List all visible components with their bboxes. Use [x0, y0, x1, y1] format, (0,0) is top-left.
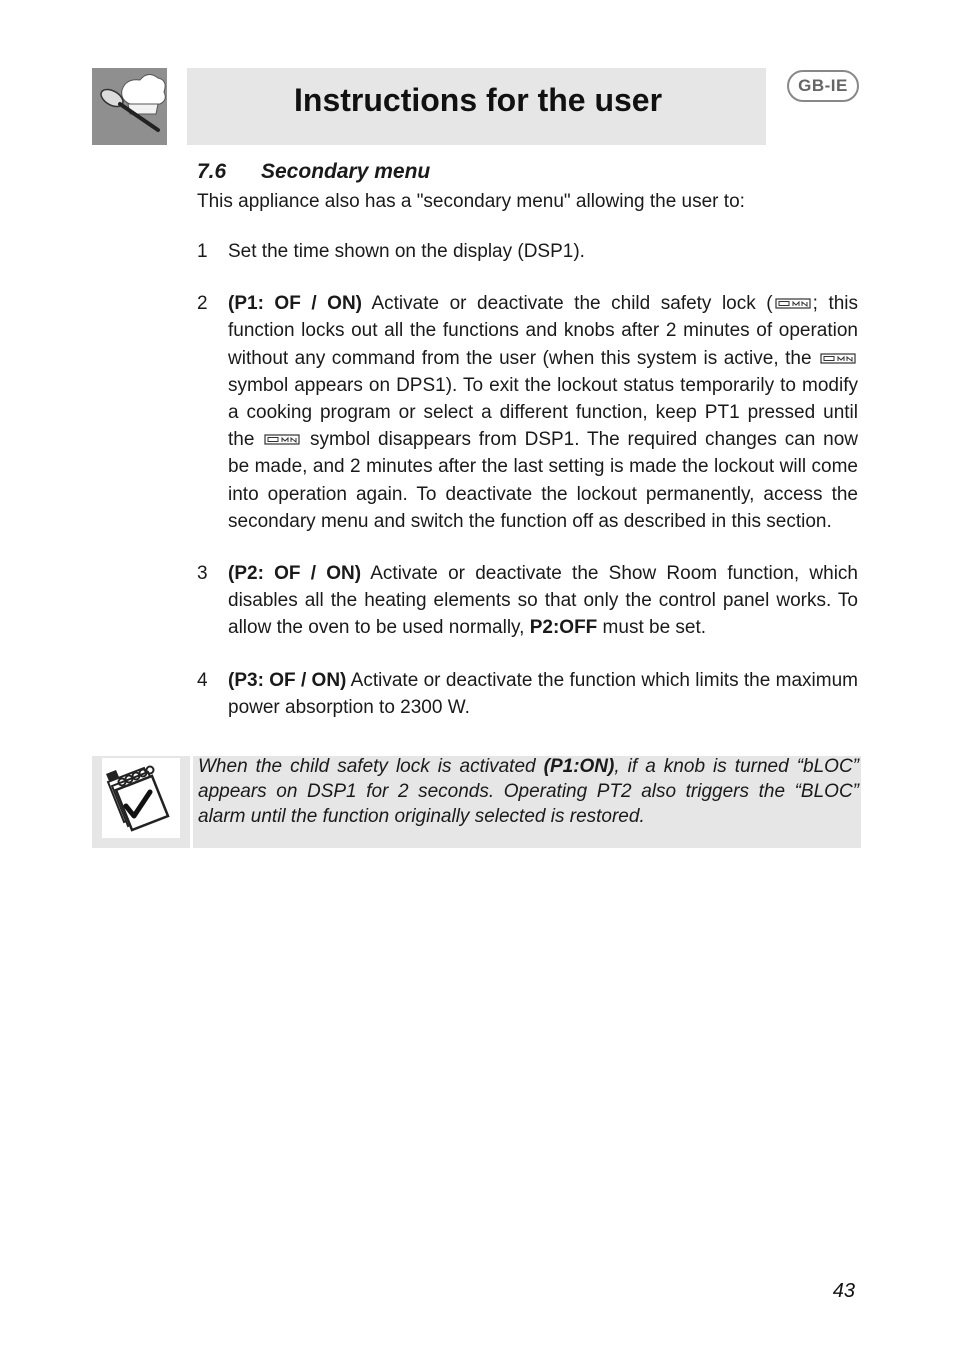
note-panel	[193, 756, 861, 848]
language-badge: GB-IE	[787, 70, 859, 102]
parameter-label: (P1: OF / ON)	[228, 293, 362, 315]
section-title: Secondary menu	[261, 160, 431, 183]
list-item	[197, 238, 858, 265]
parameter-label: (P2: OF / ON)	[228, 563, 362, 585]
parameter-label: (P3: OF / ON)	[228, 669, 347, 691]
list-item-text: (P3: OF / ON) Activate or deactivate the function which limits the maximum power absorption to 2300 W.	[228, 669, 858, 718]
list-item-number: 3	[197, 563, 208, 585]
page-title: Instructions for the user	[294, 82, 663, 118]
spoon-chef-hat-icon	[92, 68, 167, 145]
note-icon-panel	[92, 756, 190, 848]
list-item	[197, 560, 858, 642]
section-heading	[197, 156, 858, 188]
notepad-check-icon	[92, 756, 190, 848]
list-item-text: (P2: OF / ON) Activate or deactivate the Show Room function, which disables all the heating elements so that only the control panel works. To allow the oven to be used normally, P2:OFF must be set.	[228, 563, 858, 639]
brand-logo	[92, 68, 167, 145]
page-number: 43	[832, 1280, 855, 1302]
list-item	[197, 667, 858, 721]
setting-value: P2:OFF	[529, 617, 598, 639]
child-lock-icon	[775, 298, 811, 309]
list-item	[197, 290, 858, 535]
list-item-text: (P1: OF / ON) Activate or deactivate the child safety lock ( ; this function locks out all the functions and knobs after 2 minutes of operation without any command from the user (when this system is active, the symbol appears on DPS1). To exit the lockout status temporarily to modify a cooking program or select a different function, keep PT1 pressed until the symbol disappears from DSP1. The required changes can now be made, and 2 minutes after the last setting is made the lockout will come into operation again. To deactivate the lockout permanently, access the secondary menu and switch the function off as described in this section.	[228, 293, 859, 532]
main-content	[197, 156, 858, 721]
child-lock-icon	[264, 434, 300, 445]
list-item-number: 2	[197, 293, 208, 315]
secondary-menu-list	[197, 238, 858, 721]
note-text: When the child safety lock is activated (P1:ON), if a knob is turned “bLOC” appears on DSP1 for 2 seconds. Operating PT2 also triggers the “BLOC” alarm until the function originally selected is restored.	[198, 756, 859, 827]
list-item-number: 1	[197, 241, 208, 262]
note-parameter: (P1:ON)	[543, 756, 615, 777]
list-item-text: Set the time shown on the display (DSP1).	[228, 241, 585, 262]
child-lock-icon	[820, 353, 856, 364]
section-intro: This appliance also has a "secondary menu" allowing the user to:	[197, 191, 745, 212]
section-number: 7.6	[197, 160, 227, 183]
list-item-number: 4	[197, 669, 208, 691]
header-title-bar	[187, 68, 766, 145]
